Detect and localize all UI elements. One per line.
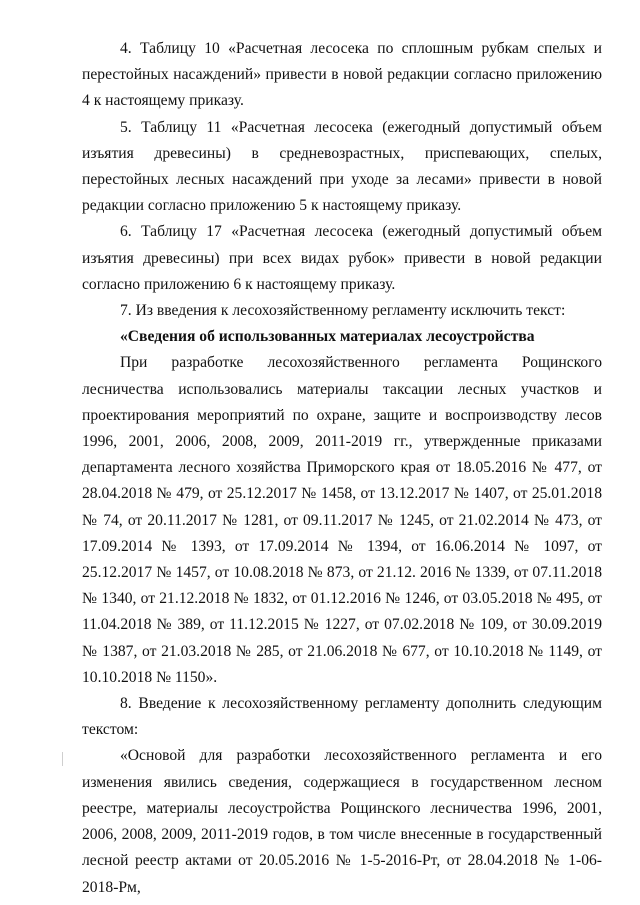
paragraph-item-6: 6. Таблицу 17 «Расчетная лесосека (ежегодный допустимый объем изъятия древесины) при всех видах рубок» привести в новой редакции согласно приложению 6 к настоящему приказу. xyxy=(82,223,602,293)
introduction-addition-paragraph: «Основой для разработки лесохозяйственного регламента и его изменения явились сведения, содержащиеся в государственном лесном реестре, материалы лесоустройства Рощинского лесничества 1996, 2001, 2006, 2008, 2009, 2011-2019 годов, в том числе внесенные в государственный лесной реестр актами от 20.05.2016 № 1-5-2016-Рт, от 28.04.2018 № 1-06-2018-Рм, xyxy=(82,747,602,896)
section-heading: «Сведения об использованных материалах лесоустройства xyxy=(120,328,535,346)
materials-paragraph: При разработке лесохозяйственного регламента Рощинского лесничества использовались материалы таксации лесных участков и проектирования мероприятий по охране, защите и воспроизводству лесов 1996, 2001, 2006, 2008, 2009, 2011-2019 гг., утвержденные приказами департамента лесного хозяйства Приморского края от 18.05.2016 № 477, от 28.04.2018 № 479, от 25.12.2017 № 1458, от 13.12.2017 № 1407, от 25.01.2018 № 74, от 20.11.2017 № 1281, от 09.11.2017 № 1245, от 21.02.2014 № 473, от 17.09.2014 № 1393, от 17.09.2014 № 1394, от 16.06.2014 № 1097, от 25.12.2017 № 1457, от 10.08.2018 № 873, от 21.12. 2016 № 1339, от 07.11.2018 № 1340, от 21.12.2018 № 1832, от 01.12.2016 № 1246, от 03.05.2018 № 495, от 11.04.2018 № 389, от 11.12.2015 № 1227, от 07.02.2018 № 109, от 30.09.2019 № 1387, от 21.03.2018 № 285, от 21.06.2018 № 677, от 10.10.2018 № 1149, от 10.10.2018 № 1150». xyxy=(82,354,602,686)
margin-mark xyxy=(62,752,63,766)
paragraph-item-5: 5. Таблицу 11 «Расчетная лесосека (ежегодный допустимый объем изъятия древесины) в средневозрастных, приспевающих, спелых, перестойных лесных насаждений при уходе за лесами» привести в новой редакции согласно приложению 5 к настоящему приказу. xyxy=(82,118,602,215)
paragraph-item-4: 4. Таблицу 10 «Расчетная лесосека по сплошным рубкам спелых и перестойных насаждений» привести в новой редакции согласно приложению 4 к настоящему приказу. xyxy=(82,40,602,110)
document-body xyxy=(82,36,602,901)
paragraph-item-7: 7. Из введения к лесохозяйственному регламенту исключить текст: xyxy=(120,302,566,320)
paragraph-item-8: 8. Введение к лесохозяйственному регламенту дополнить следующим текстом: xyxy=(82,695,602,739)
